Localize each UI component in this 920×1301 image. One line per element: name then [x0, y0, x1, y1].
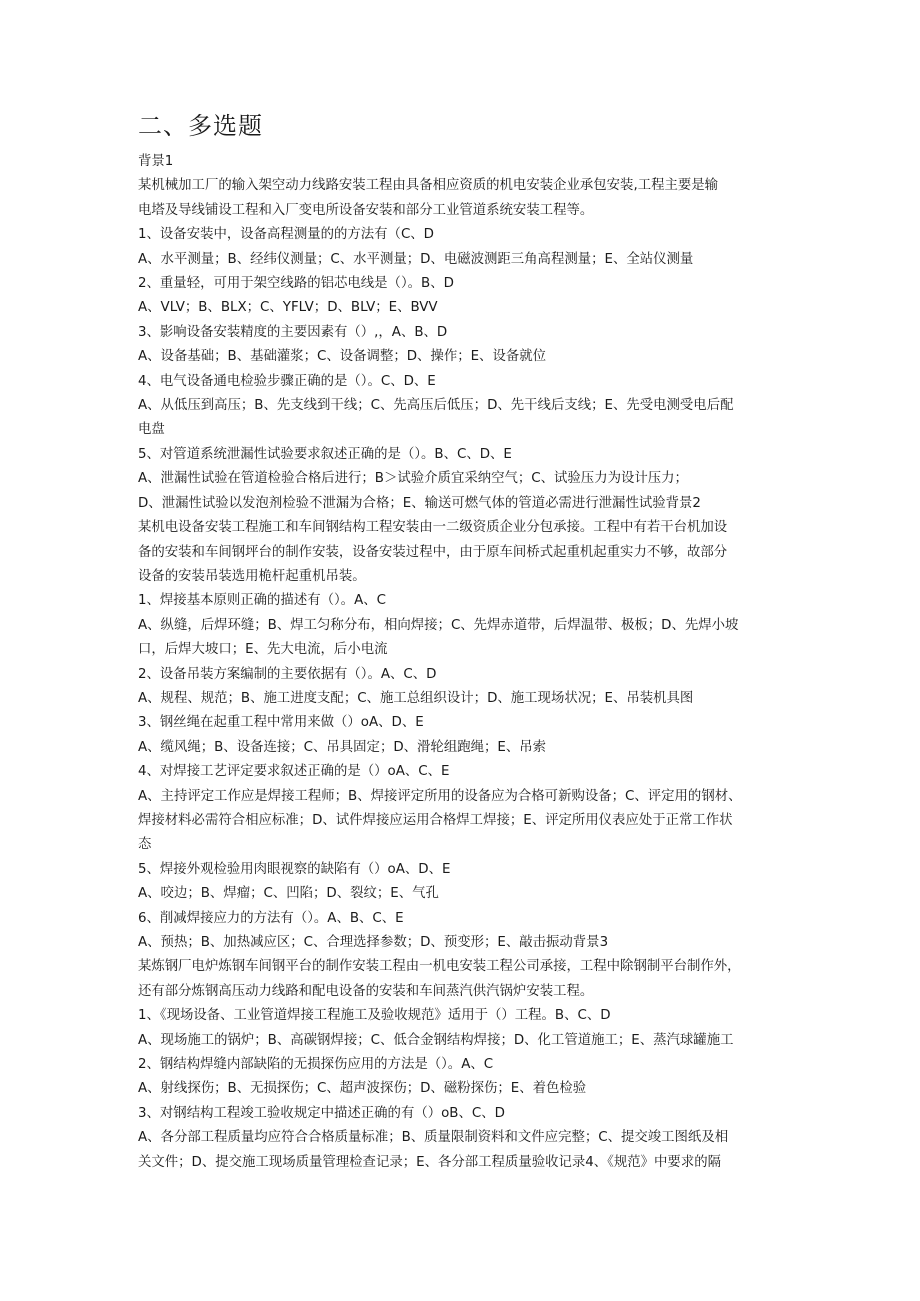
text-line: 6、削减焊接应力的方法有（）。A、B、C、E: [138, 910, 404, 926]
text-line: 4、对焊接工艺评定要求叙述正确的是（）oA、C、E: [138, 764, 450, 780]
text-line: 2、钢结构焊缝内部缺陷的无损探伤应用的方法是（）。A、C: [138, 1057, 494, 1073]
text-line: A、VLV；B、BLX；C、YFLV；D、BLV；E、BVV: [138, 300, 438, 316]
text-line: 某机电设备安装工程施工和车间钢结构工程安装由一二级资质企业分包承接。工程中有若干台机加设: [138, 520, 728, 536]
text-line: 电塔及导线铺设工程和入厂变电所设备安装和部分工业管道系统安装工程等。: [138, 202, 594, 218]
text-line: 5、对管道系统泄漏性试验要求叙述正确的是（）。B、C、D、E: [138, 446, 512, 462]
text-line: 口，后焊大坡口；E、先大电流，后小电流: [138, 642, 388, 658]
text-line: 背景1: [138, 154, 174, 169]
text-line: 焊接材料必需符合相应标准；D、试件焊接应运用合格焊工焊接；E、评定所用仪表应处于正常工作状: [138, 812, 733, 828]
text-line: A、各分部工程质量均应符合合格质量标准；B、质量限制资料和文件应完整；C、提交竣工图纸及相: [138, 1130, 729, 1146]
text-line: 5、焊接外观检验用肉眼视察的缺陷有（）oA、D、E: [138, 861, 451, 877]
text-line: D、泄漏性试验以发泡剂检验不泄漏为合格；E、输送可燃气体的管道必需进行泄漏性试验背景2: [138, 495, 701, 511]
text-line: A、从低压到高压；B、先支线到干线；C、先高压后低压；D、先干线后支线；E、先受电测受电后配: [138, 398, 734, 414]
text-line: A、缆风绳；B、设备连接；C、吊具固定；D、滑轮组跑绳；E、吊索: [138, 739, 547, 755]
text-line: A、水平测量；B、经纬仪测量；C、水平测量；D、电磁波测距三角高程测量；E、全站仪测量: [138, 251, 694, 267]
text-line: 态: [138, 837, 152, 853]
text-line: 关文件；D、提交施工现场质量管理检查记录；E、各分部工程质量验收记录4、《规范》中要求的隔: [138, 1154, 721, 1170]
text-line: 设备的安装吊装选用桅杆起重机吊装。: [138, 568, 366, 584]
text-line: 3、对钢结构工程竣工验收规定中描述正确的有（）oB、C、D: [138, 1105, 505, 1121]
text-line: 3、影响设备安装精度的主要因素有（）,，A、B、D: [138, 324, 448, 340]
text-line: 2、重量轻，可用于架空线路的铝芯电线是（）。B、D: [138, 276, 454, 292]
text-line: 4、电气设备通电检验步骤正确的是（）。C、D、E: [138, 373, 436, 389]
text-line: 1、《现场设备、工业管道焊接工程施工及验收规范》适用于（）工程。B、C、D: [138, 1008, 611, 1024]
document-page: [138, 108, 798, 1175]
text-line: A、现场施工的锅炉；B、高碳钢焊接；C、低合金钢结构焊接；D、化工管道施工；E、蒸汽球罐施工: [138, 1032, 734, 1048]
text-line: 还有部分炼钢高压动力线路和配电设备的安装和车间蒸汽供汽锅炉安装工程。: [138, 983, 594, 999]
text-line: 1、设备安装中，设备高程测量的的方法有（C、D: [138, 227, 434, 243]
text-line: 电盘: [138, 422, 165, 438]
text-line: A、纵缝，后焊环缝；B、焊工匀称分布，相向焊接；C、先焊赤道带，后焊温带、极板；D、先焊小坡: [138, 617, 739, 633]
text-line: A、射线探伤；B、无损探伤；C、超声波探伤；D、磁粉探伤；E、着色检验: [138, 1081, 587, 1097]
text-line: A、泄漏性试验在管道检验合格后进行；B＞试验介质宜采纳空气；C、试验压力为设计压力；: [138, 471, 688, 487]
text-line: 1、焊接基本原则正确的描述有（）。A、C: [138, 593, 386, 609]
text-line: 备的安装和车间钢坪台的制作安装，设备安装过程中，由于原车间桥式起重机起重实力不够，故部分: [138, 544, 728, 560]
text-line: 3、钢丝绳在起重工程中常用来做（）oA、D、E: [138, 715, 424, 731]
text-line: 某机械加工厂的输入架空动力线路安装工程由具备相应资质的机电安装企业承包安装,工程主要是输: [138, 178, 719, 194]
page-heading: 二、多选题: [138, 112, 263, 140]
text-line: A、规程、规范；B、施工进度支配；C、施工总组织设计；D、施工现场状况；E、吊装机具图: [138, 690, 694, 706]
text-line: A、主持评定工作应是焊接工程师；B、焊接评定所用的设备应为合格可新购设备；C、评定用的钢材、: [138, 788, 742, 804]
text-line: A、设备基础；B、基础灌浆；C、设备调整；D、操作；E、设备就位: [138, 349, 547, 365]
text-line: A、咬边；B、焊瘤；C、凹陷；D、裂纹；E、气孔: [138, 886, 439, 902]
document-body: [138, 150, 798, 1175]
text-line: A、预热；B、加热减应区；C、合理选择参数；D、预变形；E、敲击振动背景3: [138, 935, 609, 950]
text-line: 2、设备吊装方案编制的主要依据有（）。A、C、D: [138, 666, 437, 682]
text-line: 某炼钢厂电炉炼钢车间钢平台的制作安装工程由一机电安装工程公司承接，工程中除钢制平台制作外，: [138, 959, 741, 975]
